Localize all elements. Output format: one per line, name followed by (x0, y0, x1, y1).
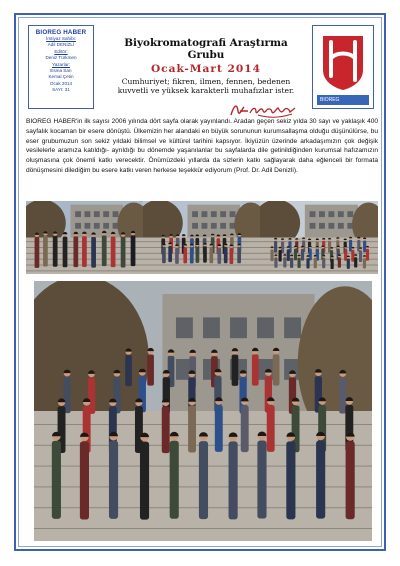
photo-person-body (175, 248, 179, 264)
photo-person-body (43, 236, 48, 267)
photo-window (203, 317, 220, 338)
photo-building (187, 205, 240, 238)
photo-person-body (203, 247, 207, 263)
photo-person-body (283, 257, 286, 267)
photo-window (75, 211, 81, 217)
photo-person-body (322, 258, 325, 268)
photo-window (202, 211, 208, 217)
photo-person-body (316, 441, 325, 519)
photo-window (176, 317, 193, 338)
photo-person-body (339, 377, 346, 413)
credit-line: SAYI: 31 (52, 86, 70, 92)
photo-1-image (26, 201, 143, 274)
photo-person-body (349, 240, 352, 252)
credit-line: Adil DENİZLİ (47, 41, 75, 47)
photo-window (211, 223, 217, 229)
photo-person-body (73, 236, 78, 267)
photo-person-body (363, 258, 366, 268)
photo-person-body (286, 441, 295, 519)
photo-step-edge (260, 270, 378, 271)
photo-step-edge (34, 528, 372, 529)
photo-window (103, 223, 109, 229)
photo-step-edge (143, 247, 260, 248)
photo-person-body (35, 237, 40, 268)
photo-person-body (338, 257, 341, 267)
photo-3-image (260, 201, 378, 274)
photo-person-body (162, 406, 170, 453)
photo-person-body (346, 441, 355, 519)
photo-person-body (241, 405, 249, 452)
photo-window (257, 317, 274, 338)
photo-person-body (121, 237, 126, 268)
photo-person-body (344, 249, 347, 261)
photo-person-body (294, 249, 297, 261)
photo-window (338, 223, 344, 229)
photo-person-body (237, 247, 241, 263)
photo-window (85, 223, 91, 229)
photo-window (85, 211, 91, 217)
photo-person-body (217, 248, 221, 264)
photo-person-body (274, 241, 277, 253)
photo-person-body (63, 237, 68, 268)
photo-window (328, 223, 334, 229)
photo-window (284, 317, 301, 338)
photo-person-body (196, 247, 200, 263)
photo-steps (143, 238, 260, 275)
photo-person-body (199, 441, 208, 519)
photo-person-body (279, 250, 282, 262)
photo-person-body (53, 236, 58, 267)
editorial-paragraph: BIOREG HABER'in ilk sayısı 2006 yılında dört sayfa olarak yayınlandı. Aradan geçen sekiz yılda 30 sayı ve yaklaşık 400 sayfalık kocaman bir esere dönüştü. Ülkemizin her alandaki en büyük sorununun kurumsallaşma olduğu düşünülürse, bu eser grubumuzun son sekiz yıldaki bilimsel ve kültürel tarihini kapsıyor. İkiyüzün üzerinde arkadaşımızın çok değişik vesilelerle aramıza katıldığı- ayrıldığı bu dönemde yaşanılanlar bu sayfalarda dile getinildiğinden kurumsal hafızamızın oluşmasına çok önemli katkı verecektir. Önümüzdeki yıllarda da sizlerin katkı sağlayarak daha eğlenceli bir formata dönüşmesini dilediğim bu esere katkı veren herkese teşekkür ediyorum (Prof. Dr. Adil Denizli). (26, 118, 378, 174)
credit-line: Editör: (54, 49, 68, 55)
credit-line: İmtiyaz Sahibi: (46, 36, 76, 41)
photo-window (192, 223, 198, 229)
photo-window (103, 211, 109, 217)
photo-person-body (363, 241, 366, 253)
photo-window (220, 223, 226, 229)
photo-window (319, 211, 325, 217)
photo-step-edge (143, 241, 260, 242)
photo-person-body (314, 258, 317, 268)
photo-person-body (274, 258, 277, 268)
credit-line: Kemal Çetin (48, 73, 74, 79)
issue-date: Ocak-Mart 2014 (150, 63, 262, 75)
photo-window (211, 211, 217, 217)
photo-person-body (170, 441, 179, 519)
photo-step-edge (260, 265, 378, 266)
credit-line: Yazarlar: (51, 62, 71, 68)
credit-line: Esma Sarı (50, 67, 72, 73)
photo-person-body (52, 441, 61, 519)
photo-window (230, 317, 247, 338)
photo-building (70, 205, 123, 238)
photo-window (310, 211, 316, 217)
photo-person-body (111, 236, 116, 267)
photo-person-body (209, 247, 213, 263)
page-title: Biyokromatografi Araştırma Grubu (124, 37, 288, 61)
photo-window (220, 211, 226, 217)
photo-person-body (232, 355, 239, 386)
group-photo-small-3 (260, 201, 378, 274)
photo-window (319, 223, 325, 229)
photo-person-body (366, 249, 369, 261)
group-photo-small-2 (143, 201, 260, 274)
photo-person-body (354, 257, 357, 267)
photo-person-body (82, 236, 87, 267)
photo-person-body (215, 405, 223, 452)
photo-person-body (359, 250, 362, 262)
credit-line: Deniz Türkmen (45, 54, 77, 60)
photo-person-body (229, 441, 238, 519)
photo-person-body (109, 441, 118, 519)
photo-person-body (306, 258, 309, 268)
photo-person-body (80, 441, 89, 519)
photo-person-body (257, 441, 266, 519)
photo-person-body (131, 235, 136, 266)
photo-window (310, 223, 316, 229)
photo-window (202, 223, 208, 229)
photo-person-body (183, 247, 187, 263)
group-photo-large (34, 281, 372, 541)
photo-window (230, 211, 236, 217)
newsletter-page (14, 13, 386, 551)
photo-step-edge (143, 259, 260, 260)
photo-4-image (34, 281, 372, 541)
masthead-title: BIOREG HABER (35, 29, 87, 36)
photo-2-image (143, 201, 260, 274)
photo-person-body (224, 247, 228, 263)
photo-person-body (168, 246, 172, 262)
photo-person-body (287, 249, 290, 261)
photo-building (305, 205, 358, 238)
masthead-info-box (28, 25, 94, 109)
photo-person-body (331, 259, 334, 269)
photo-person-body (290, 258, 293, 268)
photo-person-body (230, 248, 234, 264)
photo-step-edge (143, 265, 260, 266)
photo-person-body (297, 258, 300, 268)
group-photo-small-1 (26, 201, 143, 274)
photo-person-body (188, 406, 196, 453)
photo-window (75, 223, 81, 229)
bioreg-logo (312, 25, 374, 109)
photo-person-body (140, 442, 149, 520)
photo-window (347, 211, 353, 217)
photo-person-body (190, 247, 194, 263)
photo-person-body (147, 354, 154, 385)
title-block (106, 37, 306, 95)
photo-step-edge (143, 253, 260, 254)
photo-person-body (102, 235, 107, 266)
logo-label: BIOREG (317, 95, 369, 105)
photo-step-edge (26, 270, 143, 271)
photo-step-edge (143, 270, 260, 271)
logo-emblem-icon (317, 30, 369, 92)
photo-person-body (252, 354, 259, 385)
photo-person-body (301, 249, 304, 261)
photo-window (328, 211, 334, 217)
photo-person-body (273, 354, 280, 385)
photo-person-body (270, 249, 273, 261)
photo-person-body (347, 259, 350, 269)
photo-window (94, 211, 100, 217)
photo-window (338, 211, 344, 217)
photo-person-body (351, 250, 354, 262)
photo-person-body (267, 405, 275, 452)
masthead-credits (29, 36, 93, 92)
photo-person-body (125, 355, 132, 386)
photo-window (192, 211, 198, 217)
photo-window (94, 223, 100, 229)
photo-window (113, 211, 119, 217)
photo-person-body (91, 237, 96, 268)
photo-person-body (162, 247, 166, 263)
ataturk-quote: Cumhuriyet; fikren, ilmen, fennen, bedenen kuvvetli ve yüksek karakterli muhafızlar ister. (117, 77, 295, 95)
credit-line: Ocak 2014 (49, 81, 73, 87)
